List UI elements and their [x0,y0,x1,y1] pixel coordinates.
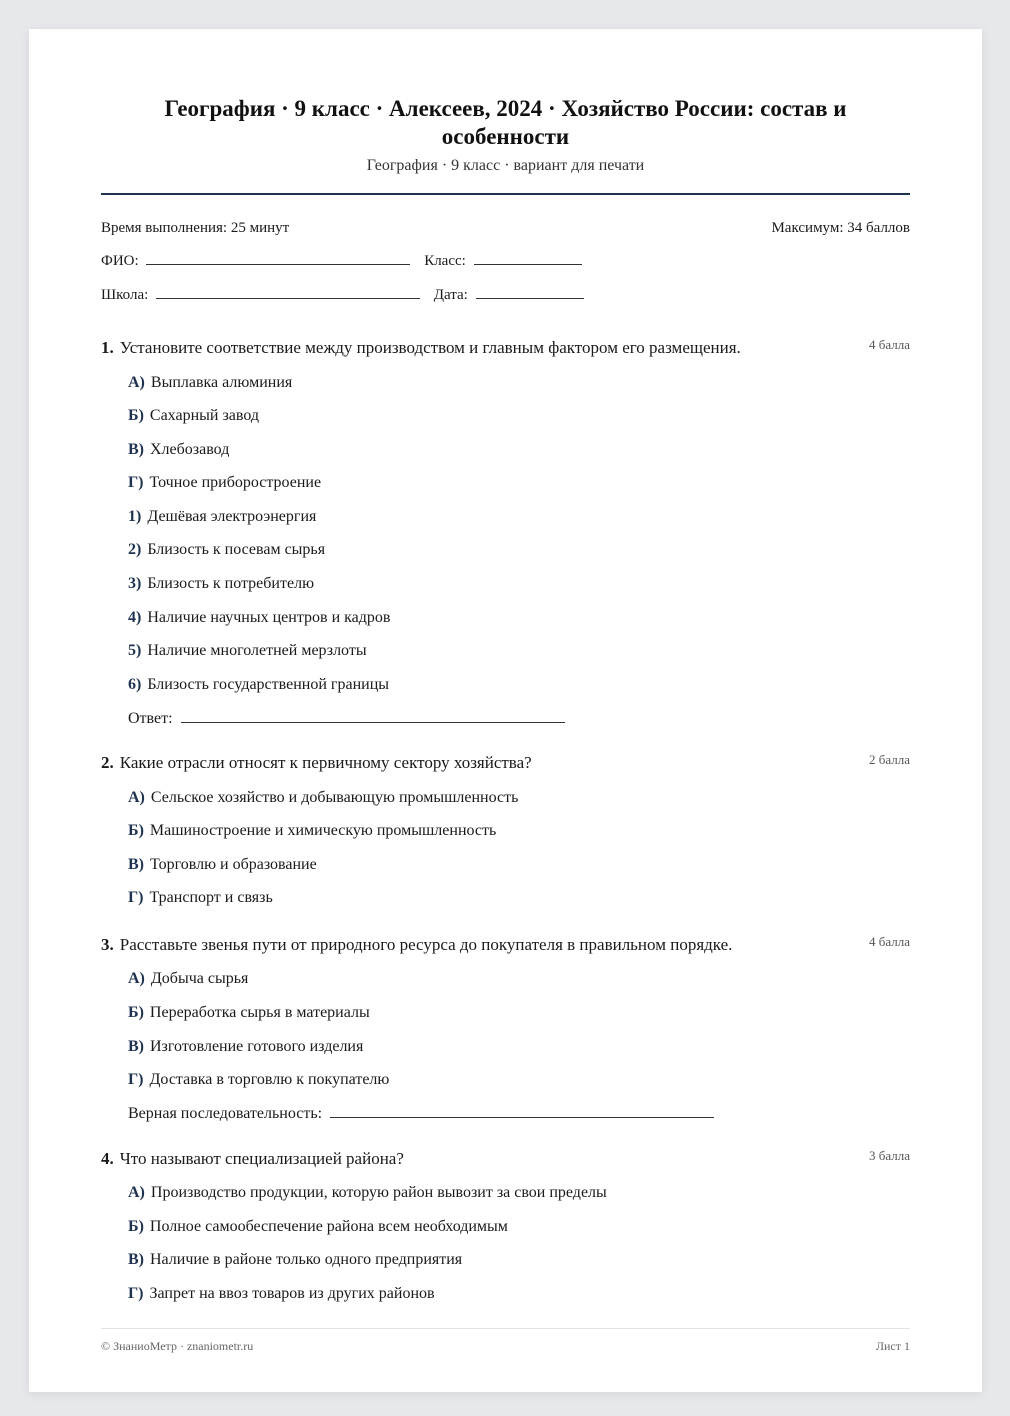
option-text: Близость к посевам сырья [147,541,326,558]
option-item [128,374,292,392]
option-letter: Б) [128,822,144,839]
option-item [128,1218,508,1236]
option-letter: Г) [128,889,144,906]
option-text: Доставка в торговлю к покупателю [149,1071,390,1088]
option-text: Добыча сырья [150,970,249,987]
option-text: Близость государственной границы [147,676,389,693]
option-text: Наличие многолетней мерзлоты [147,642,367,659]
option-letter: 2) [128,541,142,558]
sequence-row [128,1105,714,1123]
question-points: 3 балла [869,1148,910,1163]
option-item [128,508,316,526]
question-number: 3. [101,935,114,954]
school-row [101,287,584,304]
question-text: Какие отрасли относят к первичному сектору хозяйства? [119,753,532,772]
option-letter: 1) [128,508,142,525]
option-item [128,970,248,988]
max-score: Максимум: 34 баллов [771,220,910,236]
question-points: 2 балла [869,752,910,767]
option-letter: В) [128,441,144,458]
sequence-field[interactable] [330,1116,714,1118]
option-item [128,609,390,627]
option-item [128,1071,389,1089]
page-title: География · 9 класс · Алексеев, 2024 · Хозяйство России: состав и особенности [164,96,847,149]
option-text: Запрет на ввоз товаров из других районов [149,1285,435,1302]
option-item [128,1285,435,1303]
sequence-label: Верная последовательность: [128,1105,323,1122]
option-letter: В) [128,1038,144,1055]
footer-copyright: © ЗнаниоМетр · znaniometr.ru [101,1339,254,1353]
question-points: 4 балла [869,934,910,949]
answer-row [128,710,565,728]
option-letter: 6) [128,676,142,693]
date-field[interactable] [476,297,584,299]
option-text: Машиностроение и химическую промышленность [149,822,497,839]
class-label: Класс: [424,253,466,269]
option-text: Сахарный завод [149,407,259,424]
option-letter: Б) [128,1218,144,1235]
option-item [128,407,259,425]
option-item [128,889,273,907]
option-text: Торговлю и образование [150,856,317,873]
worksheet-page [29,29,982,1392]
option-text: Переработка сырья в материалы [149,1004,370,1021]
fio-row [101,253,582,270]
question-text: Установите соответствие между производством и главным фактором его размещения. [119,338,741,357]
answer-field[interactable] [181,721,565,723]
question-text: Что называют специализацией района? [119,1149,404,1168]
option-item [128,474,321,492]
question-text: Расставьте звенья пути от природного ресурса до покупателя в правильном порядке. [119,935,733,954]
option-text: Сельское хозяйство и добывающую промышленность [150,789,519,806]
option-item [128,856,317,874]
option-item [128,1251,462,1269]
option-item [128,642,367,660]
option-letter: В) [128,856,144,873]
option-text: Полное самообеспечение района всем необходимым [149,1218,508,1235]
option-text: Транспорт и связь [149,889,273,906]
option-item [128,541,325,559]
option-letter: Г) [128,1071,144,1088]
school-field[interactable] [156,297,420,299]
option-text: Выплавка алюминия [150,374,293,391]
question-number: 4. [101,1149,114,1168]
option-item [128,1184,607,1202]
option-item [128,441,229,459]
option-item [128,575,314,593]
page-number: Лист 1 [875,1339,910,1353]
question-number: 2. [101,753,114,772]
option-item [128,1004,370,1022]
question-3 [101,935,732,955]
option-letter: 3) [128,575,142,592]
question-2 [101,753,532,773]
school-label: Школа: [101,287,149,303]
option-letter: А) [128,1184,145,1201]
question-number: 1. [101,338,114,357]
option-text: Наличие научных центров и кадров [147,609,391,626]
option-text: Точное приборостроение [149,474,322,491]
page-subtitle: География · 9 класс · вариант для печати [366,157,645,174]
option-letter: А) [128,789,145,806]
option-letter: А) [128,374,145,391]
option-letter: Г) [128,1285,144,1302]
option-letter: Б) [128,407,144,424]
option-letter: А) [128,970,145,987]
question-1 [101,338,741,358]
option-text: Хлебозавод [150,441,230,458]
option-letter: Б) [128,1004,144,1021]
footer-divider [101,1328,910,1329]
fio-field[interactable] [146,263,410,265]
option-text: Изготовление готового изделия [150,1038,364,1055]
header-divider [101,193,910,195]
option-text: Дешёвая электроэнергия [147,508,317,525]
fio-label: ФИО: [101,253,139,269]
option-text: Наличие в районе только одного предприятия [150,1251,463,1268]
option-item [128,1038,363,1056]
question-points: 4 балла [869,337,910,352]
option-letter: Г) [128,474,144,491]
option-letter: 4) [128,609,142,626]
date-label: Дата: [433,287,468,303]
answer-label: Ответ: [128,710,173,727]
option-item [128,789,518,807]
option-letter: 5) [128,642,142,659]
question-4 [101,1149,404,1169]
time-limit: Время выполнения: 25 минут [101,220,290,236]
option-item [128,822,496,840]
option-letter: В) [128,1251,144,1268]
class-field[interactable] [474,263,582,265]
option-item [128,676,389,694]
option-text: Близость к потребителю [147,575,315,592]
option-text: Производство продукции, которую район вывозит за свои пределы [150,1184,607,1201]
